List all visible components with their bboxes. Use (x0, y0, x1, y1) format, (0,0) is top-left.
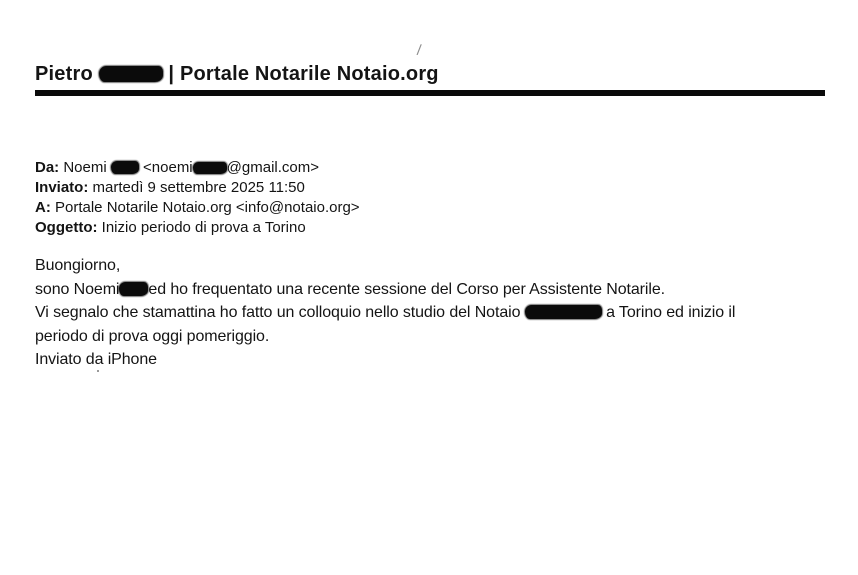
email-meta-block (35, 158, 360, 238)
meta-label-a: A: (35, 199, 51, 216)
header-rule (35, 90, 825, 96)
meta-label-da: Da: (35, 159, 60, 176)
header-title: Pietro | Portale Notarile Notaio.org (35, 63, 439, 85)
body-line-signature: Inviato da iPhone (35, 351, 157, 369)
meta-row-a (35, 198, 360, 218)
body-line-colloquio: Vi segnalo che stamattina ho fatto un colloquio nello studio del Notaio a Torino ed inizio il (35, 304, 736, 322)
meta-row-inviato (35, 178, 360, 198)
redaction-blob (119, 282, 148, 296)
redaction-blob (111, 161, 139, 174)
meta-value-inviato: martedì 9 settembre 2025 11:50 (88, 179, 305, 196)
scan-artifact-dot (97, 370, 99, 372)
meta-row-da (35, 158, 360, 178)
meta-label-oggetto: Oggetto: (35, 219, 98, 236)
meta-label-inviato: Inviato: (35, 179, 89, 196)
email-body (35, 254, 735, 372)
meta-value-da: Noemi <noemi @gmail.com> (59, 159, 319, 176)
scan-artifact-slash: / (416, 41, 423, 60)
body-line-intro: sono Noemi ed ho frequentato una recente sessione del Corso per Assistente Notarile. (35, 280, 665, 298)
body-line-greeting: Buongiorno, (35, 257, 121, 274)
redaction-blob (525, 305, 602, 319)
body-line-periodo: periodo di prova oggi pomeriggio. (35, 327, 270, 345)
redaction-blob (193, 162, 227, 174)
meta-value-a: Portale Notarile Notaio.org <info@notaio.org> (50, 199, 360, 216)
redaction-blob (99, 66, 163, 82)
meta-row-oggetto (35, 218, 360, 238)
meta-value-oggetto: Inizio periodo di prova a Torino (97, 219, 306, 236)
